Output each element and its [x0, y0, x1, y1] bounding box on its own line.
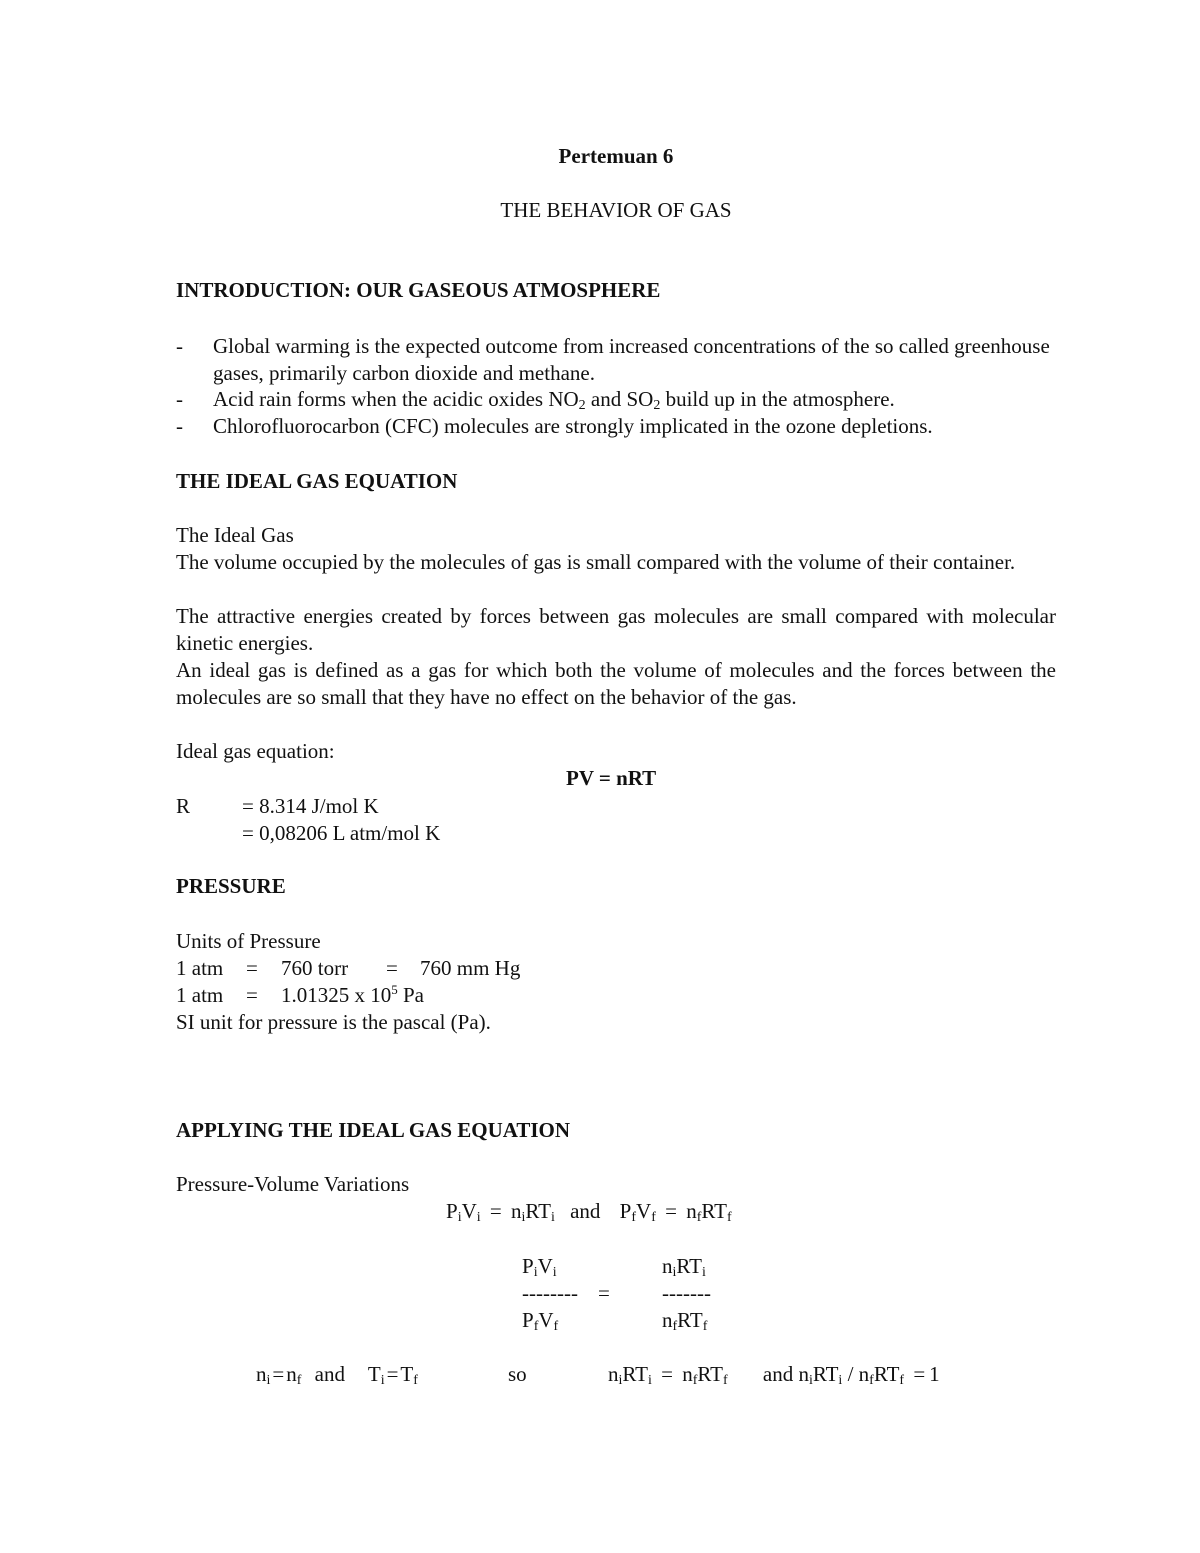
applying-subheading: Pressure-Volume Variations: [176, 1172, 410, 1196]
acid-rain-text-a: Acid rain forms when the acidic oxides NO: [213, 387, 579, 411]
atm-unit: 1 atm: [176, 983, 224, 1007]
gas-constant-value-2: = 0,08206 L atm/mol K: [242, 821, 441, 845]
pascal-mantissa: 1.01325 x 10: [281, 983, 392, 1007]
bullet-marker: -: [176, 334, 183, 358]
intro-bullet-global-warming: Global warming is the expected outcome from increased concentrations of the so called greenhouse gases, primarily carbon dioxide and methane.: [213, 334, 1050, 385]
exponent: 5: [391, 982, 398, 997]
equals-sign: =: [246, 956, 258, 980]
ideal-gas-paragraph-3: An ideal gas is defined as a gas for which both the volume of molecules and the forces between the molecules are so small that they have no effect on the behavior of the gas.: [176, 658, 1056, 709]
equals-sign: =: [386, 956, 398, 980]
applying-heading: APPLYING THE IDEAL GAS EQUATION: [176, 1118, 571, 1142]
fraction-equals: =: [598, 1281, 610, 1305]
fraction-bar-right: -------: [662, 1281, 711, 1305]
intro-heading: INTRODUCTION: OUR GASEOUS ATMOSPHERE: [176, 278, 661, 302]
ideal-gas-paragraph-2: The attractive energies created by forces between gas molecules are small compared with molecular kinetic energies.: [176, 604, 1056, 655]
ideal-gas-equation: PV = nRT: [566, 766, 657, 790]
fraction-denominator-right: $n_fRT_f$: [662, 1308, 708, 1334]
pressure-line-1: [176, 955, 521, 982]
fraction-denominator-left: $P_fV_f$: [522, 1308, 559, 1334]
pascal-unit: Pa: [397, 983, 424, 1007]
page-title: Pertemuan 6: [558, 144, 674, 168]
pascal-value: [281, 982, 424, 1009]
gas-constant-value-1: = 8.314 J/mol K: [242, 794, 379, 818]
subscript-2: 2: [578, 398, 586, 413]
pressure-line-2: [176, 982, 576, 1009]
ideal-gas-heading: THE IDEAL GAS EQUATION: [176, 469, 458, 493]
bullet-marker: -: [176, 387, 183, 411]
gas-constant-symbol: R: [176, 794, 191, 818]
acid-rain-text-c: build up in the atmosphere.: [660, 387, 895, 411]
fraction-numerator-left: $P_iV_i$: [522, 1254, 557, 1280]
torr-value: 760 torr: [281, 956, 349, 980]
fraction-numerator-right: $n_iRT_i$: [662, 1254, 706, 1280]
mmhg-value: 760 mm Hg: [420, 956, 521, 980]
subscript-2: 2: [653, 398, 661, 413]
equals-sign: =: [246, 983, 258, 1007]
pressure-heading: PRESSURE: [176, 874, 286, 898]
atm-unit: 1 atm: [176, 956, 224, 980]
fraction-bar-left: --------: [522, 1281, 578, 1305]
pv-equation-line: $P_iV_i = n_iRT_i$ and $P_fV_f = n_fRT_f$: [446, 1199, 732, 1225]
bullet-marker: -: [176, 414, 183, 438]
ideal-gas-equation-label: Ideal gas equation:: [176, 739, 335, 763]
si-unit-note: SI unit for pressure is the pascal (Pa).: [176, 1010, 491, 1034]
intro-bullet-acid-rain: [213, 386, 1056, 413]
ideal-gas-paragraph-1: The volume occupied by the molecules of gas is small compared with the volume of their container.: [176, 550, 1016, 574]
so-word: so: [508, 1362, 527, 1386]
final-equation-right: $n_iRT_i = n_fRT_f$ and $n_iRT_i / n_fRT_f = 1$: [608, 1362, 940, 1388]
final-equation-line: $n_i=n_f$ and $T_i=T_f$: [256, 1362, 418, 1388]
pressure-subheading: Units of Pressure: [176, 929, 321, 953]
ideal-gas-subheading: The Ideal Gas: [176, 523, 294, 547]
intro-bullet-cfc: Chlorofluorocarbon (CFC) molecules are strongly implicated in the ozone depletions.: [213, 414, 933, 438]
document-title: THE BEHAVIOR OF GAS: [500, 198, 732, 222]
acid-rain-text-b: and SO: [585, 387, 654, 411]
